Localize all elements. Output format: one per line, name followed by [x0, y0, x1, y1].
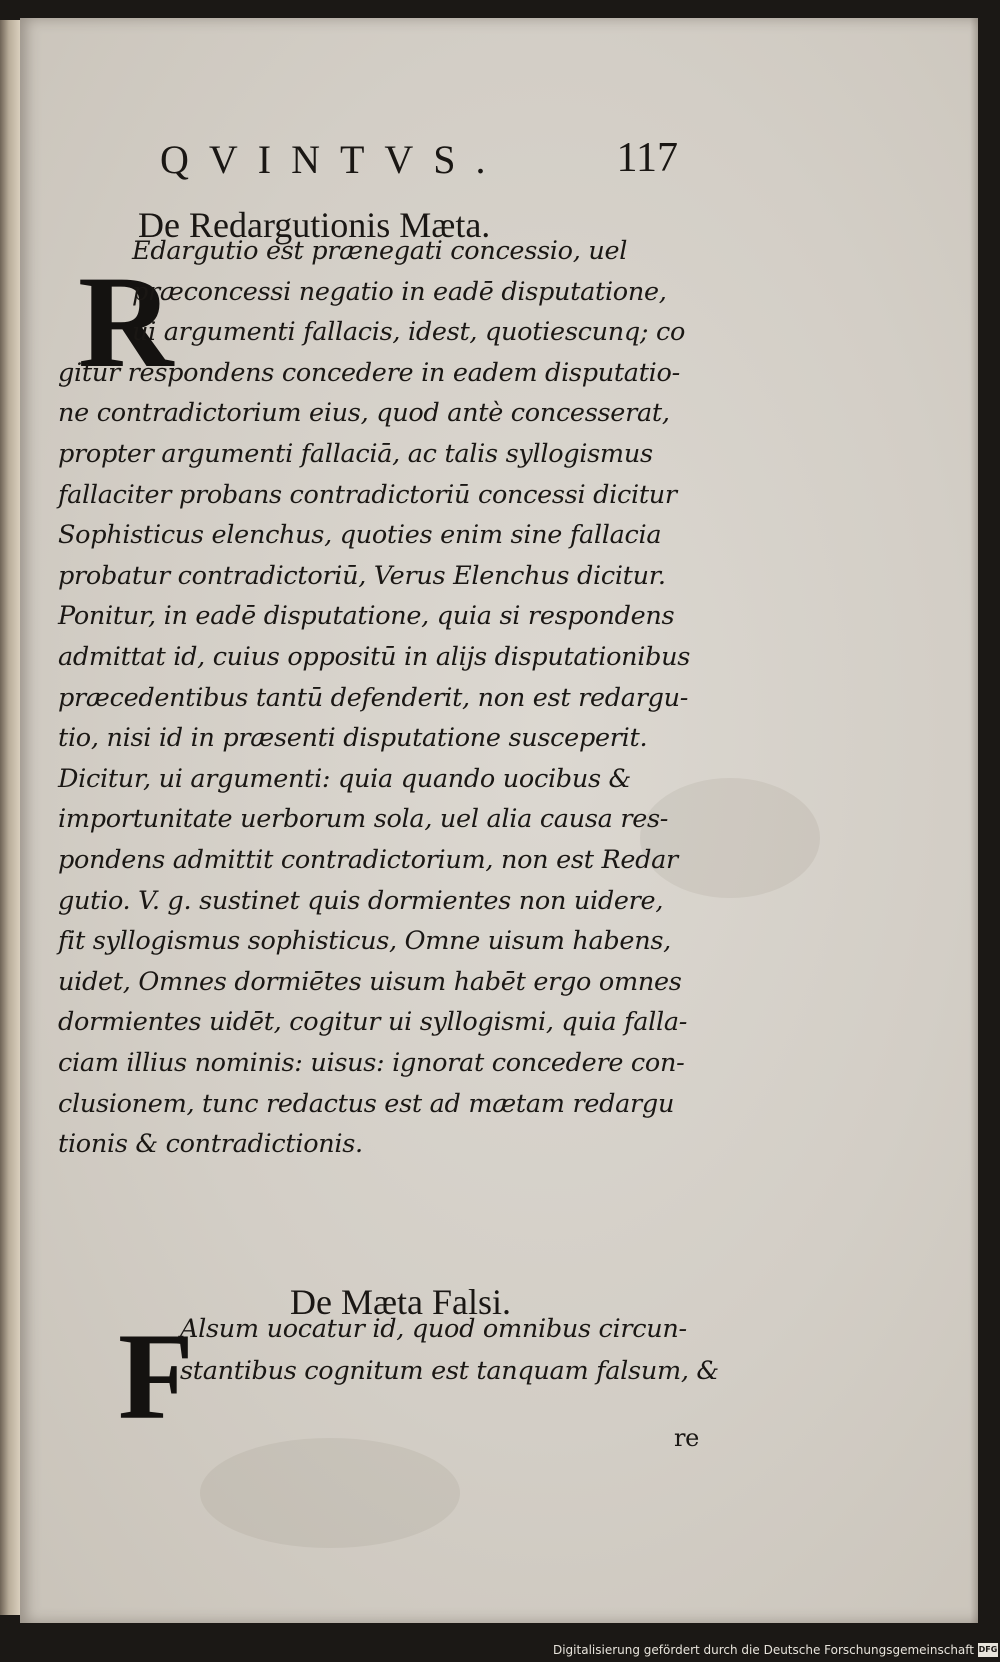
text-line: dormientes uidēt, cogitur ui syllogismi, quia falla- [58, 1007, 688, 1038]
text-line: importunitate uerborum sola, uel alia causa res- [58, 804, 669, 835]
text-line: Alsum uocatur id, quod omnibus circun- [180, 1314, 687, 1344]
text-line: fallaciter probans contradictoriū concessi dicitur [58, 479, 677, 510]
text-line: stantibus cognitum est tanquam falsum, & [180, 1356, 719, 1386]
section-heading-falsi: De Mæta Falsi. [290, 1282, 511, 1322]
text-line: uidet, Omnes dormiētes uisum habēt ergo omnes [58, 966, 682, 997]
text-line: clusionem, tunc redactus est ad mætam redargu [58, 1088, 675, 1119]
text-line: propter argumenti fallaciā, ac talis syllogismus [58, 439, 653, 469]
text-line: ne contradictorium eius, quod antè concesserat, [58, 398, 670, 429]
page-sheet [20, 18, 978, 1623]
text-line: tionis & contradictionis. [58, 1129, 363, 1160]
text-line: ui argumenti fallacis, idest, quotiescunq; co [132, 317, 685, 348]
text-line: tio, nisi id in præsenti disputatione susceperit. [58, 723, 648, 754]
text-line: Dicitur, ui argumenti: quia quando uocibus & [58, 763, 631, 794]
text-line: Ponitur, in eadē disputatione, quia si respondens [58, 601, 675, 632]
text-line: admittat id, cuius oppositū in alijs disputationibus [58, 642, 691, 672]
drop-initial-r: R [78, 248, 174, 395]
text-line: præconcessi negatio in eadē disputatione, [132, 276, 667, 307]
digitization-footer [0, 1640, 1000, 1662]
text-line: gitur respondens concedere in eadem disputatio- [58, 357, 680, 388]
text-line: præcedentibus tantū defenderit, non est redargu- [58, 682, 689, 713]
catchword: re [674, 1424, 700, 1452]
funding-credit: Digitalisierung gefördert durch die Deutsche Forschungsgemeinschaft [552, 1643, 974, 1657]
text-line: ciam illius nominis: uisus: ignorat concedere con- [58, 1048, 685, 1078]
paper-stain [200, 1438, 460, 1548]
page-number: 117 [616, 135, 678, 181]
dfg-logo: DFG [978, 1643, 998, 1657]
running-head [138, 136, 678, 196]
text-line: Edargutio est prænegati concessio, uel [132, 236, 628, 266]
text-line: fit syllogismus sophisticus, Omne uisum habens, [58, 926, 671, 957]
text-line: Sophisticus elenchus, quoties enim sine fallacia [58, 520, 662, 551]
section-heading-redargutio: De Redargutionis Mæta. [138, 205, 491, 245]
text-line: probatur contradictoriū, Verus Elenchus dicitur. [58, 560, 666, 591]
facing-page-edge [0, 20, 22, 1615]
drop-initial-f: F [118, 1308, 194, 1445]
paper-stain [640, 778, 820, 898]
text-line: gutio. V. g. sustinet quis dormientes non uidere, [58, 885, 664, 916]
text-line: pondens admittit contradictorium, non est Redar [58, 845, 678, 875]
running-title: QVINTVS. [160, 137, 506, 182]
